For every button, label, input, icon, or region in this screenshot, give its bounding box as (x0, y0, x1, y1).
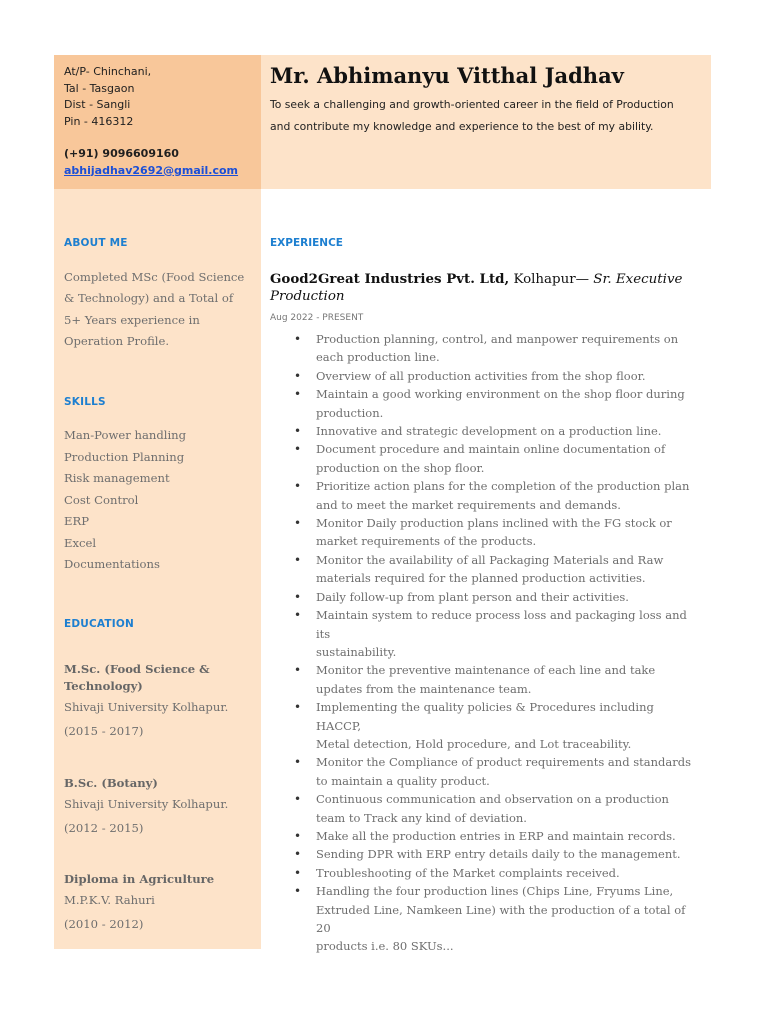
skill-item: ERP (64, 514, 89, 528)
years: (2012 - 2015) (64, 821, 144, 835)
duty-item: • Troubleshooting of the Market complaints received. (316, 864, 701, 882)
duty-item: • Maintain system to reduce process loss and packaging loss and its sustainability. (316, 606, 701, 661)
duty-item: • Sending DPR with ERP entry details daily to the management. (316, 845, 701, 863)
objective-line: To seek a challenging and growth-oriented career in the field of Production (270, 98, 674, 111)
duty-item: • Daily follow-up from plant person and their activities. (316, 588, 701, 606)
degree-title: M.Sc. (Food Science & Technology) (64, 662, 210, 693)
education-entry (64, 775, 249, 840)
duty-item: • Prioritize action plans for the completion of the production plan and to meet the market requirements and demands. (316, 477, 701, 514)
duty-item: • Continuous communication and observation on a production team to Track any kind of deviation. (316, 790, 701, 827)
job-heading (270, 271, 700, 305)
about-line: 5+ Years experience in (64, 312, 200, 327)
duty-item: • Monitor the Compliance of product requirements and standards to maintain a quality product. (316, 753, 701, 790)
years: (2015 - 2017) (64, 724, 144, 738)
duty-item: • Make all the production entries in ERP and maintain records. (316, 827, 701, 845)
institution: Shivaji University Kolhapur. (64, 700, 229, 714)
experience-heading: EXPERIENCE (270, 237, 343, 249)
about-line: Completed MSc (Food Science (64, 270, 245, 284)
about-heading: ABOUT ME (64, 237, 128, 249)
address-line: At/P- Chinchani, (64, 65, 152, 78)
contact-box (54, 55, 261, 189)
skill-item: Documentations (64, 557, 160, 571)
address-line: Pin - 416312 (64, 114, 134, 128)
degree-title: Diploma in Agriculture (64, 872, 215, 886)
education-entry (64, 871, 249, 936)
duty-item: • Maintain a good working environment on the shop floor during production. (316, 385, 701, 422)
job-date: Aug 2022 - PRESENT (270, 313, 364, 323)
skill-item: Risk management (64, 471, 170, 485)
address-line: Tal - Tasgaon (64, 81, 135, 95)
duties-list (261, 330, 701, 956)
institution: Shivaji University Kolhapur. (64, 797, 229, 811)
candidate-name: Mr. Abhimanyu Vitthal Jadhav (270, 63, 624, 88)
years: (2010 - 2012) (64, 917, 144, 931)
phone-number: (+91) 9096609160 (64, 147, 179, 160)
skill-item: Man-Power handling (64, 428, 187, 442)
institution: M.P.K.V. Rahuri (64, 893, 155, 907)
skills-list (64, 425, 186, 576)
job-role: Sr. Executive Production (270, 272, 683, 304)
degree-title: B.Sc. (Botany) (64, 776, 158, 790)
career-objective (270, 94, 701, 138)
about-line: Operation Profile. (64, 333, 170, 348)
duty-item: • Monitor the availability of all Packaging Materials and Raw materials required for the planned production activities. (316, 551, 701, 588)
skill-item: Cost Control (64, 492, 139, 507)
header (261, 55, 711, 189)
duty-item: • Handling the four production lines (Chips Line, Fryums Line, Extruded Line, Namkeen Line) with the production of a total of 20 products i.e. 80 SKUs... (316, 882, 701, 956)
company-name: Good2Great Industries Pvt. Ltd, (270, 271, 510, 287)
education-heading: EDUCATION (64, 618, 135, 630)
email-link[interactable]: abhijadhav2692@gmail.com (64, 163, 239, 177)
about-line: & Technology) and a Total of (64, 291, 234, 306)
duty-item: • Overview of all production activities from the shop floor. (316, 367, 701, 385)
duty-item: • Production planning, control, and manpower requirements on each production line. (316, 330, 701, 367)
about-text (64, 267, 244, 352)
duty-item: • Innovative and strategic development on a production line. (316, 422, 701, 440)
duty-item: • Implementing the quality policies & Procedures including HACCP, Metal detection, Hold procedure, and Lot traceability. (316, 698, 701, 753)
job-location: Kolhapur— (509, 272, 594, 287)
skills-heading: SKILLS (64, 396, 106, 408)
address-line: Dist - Sangli (64, 98, 131, 111)
duty-item: • Document procedure and maintain online documentation of production on the shop floor. (316, 440, 701, 477)
sidebar (54, 189, 261, 949)
skill-item: Production Planning (64, 449, 185, 464)
objective-line: and contribute my knowledge and experience to the best of my ability. (270, 120, 654, 133)
duty-item: • Monitor Daily production plans inclined with the FG stock or market requirements of the products. (316, 514, 701, 551)
skill-item: Excel (64, 535, 97, 550)
duty-item: • Monitor the preventive maintenance of each line and take updates from the maintenance team. (316, 661, 701, 698)
education-entry (64, 661, 249, 743)
